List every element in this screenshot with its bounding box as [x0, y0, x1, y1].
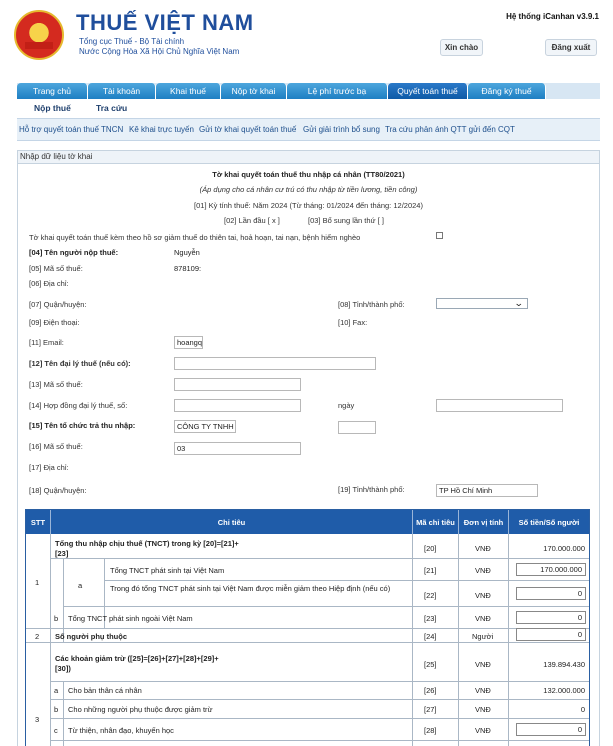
- row-24-label: Số người phụ thuộc: [55, 632, 128, 641]
- f17-label: [17] Địa chỉ:: [29, 463, 69, 472]
- row-27-label: Cho những người phụ thuộc được giảm trừ: [68, 705, 213, 714]
- col-header-stt: STT: [26, 510, 51, 534]
- chevron-down-icon: ⌄: [514, 298, 525, 308]
- row-20-label: Tổng thu nhập chịu thuế (TNCT) trong kỳ [20]=[21]+[23]: [55, 539, 239, 558]
- grid-line: [51, 718, 589, 719]
- province-select[interactable]: [436, 298, 528, 309]
- row-24-input[interactable]: 0: [516, 628, 586, 641]
- email-field[interactable]: hoangq: [174, 336, 203, 349]
- tab-submit-declaration[interactable]: Nộp tờ khai: [221, 83, 287, 99]
- payer-extra-field[interactable]: [338, 421, 376, 434]
- row-23-label: Tổng TNCT phát sinh ngoài Việt Nam: [68, 614, 193, 623]
- row-20-code: [20]: [424, 544, 437, 553]
- f05-label: [05] Mã số thuế:: [29, 264, 83, 273]
- row-26-marker: a: [54, 686, 59, 695]
- finalization-links-bar: [17, 118, 600, 141]
- row-28-marker: c: [54, 726, 58, 735]
- agent-contract-date-field[interactable]: [436, 399, 563, 412]
- f19-label: [19] Tỉnh/thành phố:: [338, 485, 405, 494]
- f04-label: [04] Tên người nộp thuế:: [29, 248, 119, 257]
- row-27-value: 0: [580, 705, 585, 714]
- col-header-indicator: Chỉ tiêu: [51, 510, 413, 534]
- row-28-label: Từ thiện, nhân đạo, khuyến học: [68, 726, 174, 735]
- tab-home[interactable]: Trang chủ: [17, 83, 88, 99]
- row-21-label: Tổng TNCT phát sinh tại Việt Nam: [110, 566, 225, 575]
- site-subtitle-ministry: Tổng cục Thuế - Bộ Tài chính: [79, 37, 185, 46]
- row-27-marker: b: [54, 705, 59, 714]
- f07-label: [07] Quận/huyện:: [29, 300, 87, 309]
- row-25-code: [25]: [424, 660, 437, 669]
- row-3-stt: 3: [35, 715, 40, 724]
- row-23-input[interactable]: 0: [516, 611, 586, 624]
- row-21-code: [21]: [424, 566, 437, 575]
- f16-label: [16] Mã số thuế:: [29, 442, 83, 451]
- row-26-label: Cho bản thân cá nhân: [68, 686, 142, 695]
- agent-contract-date-label: ngày: [338, 401, 355, 410]
- tax-period: [01] Kỳ tính thuế: Năm 2024 (Từ tháng: 01/2024 đến tháng: 12/2024): [194, 201, 423, 210]
- col-header-unit: Đơn vị tính: [459, 510, 509, 534]
- finalization-table: [25, 509, 590, 746]
- f12-label: [12] Tên đại lý thuế (nếu có):: [29, 359, 131, 368]
- row-22-label: Trong đó tổng TNCT phát sinh tại Việt Nam được miễn giảm theo Hiệp định (nếu có): [110, 584, 391, 593]
- row-b-marker: b: [54, 614, 59, 623]
- payer-province-field[interactable]: TP Hồ Chí Minh: [436, 484, 538, 497]
- taxpayer-name: Nguyễn: [174, 248, 200, 257]
- f08-label: [08] Tỉnh/thành phố:: [338, 300, 405, 309]
- row-23-unit: VNĐ: [475, 614, 491, 623]
- grid-line: [26, 628, 589, 629]
- row-28-input[interactable]: 0: [516, 723, 586, 736]
- tab-tax-declaration[interactable]: Khai thuế: [156, 83, 221, 99]
- grid-line: [63, 558, 64, 642]
- row-26-value: 132.000.000: [543, 686, 585, 695]
- grid-line: [412, 534, 413, 746]
- grid-line: [63, 606, 589, 607]
- grid-line: [50, 534, 51, 746]
- taxpayer-tax-code: 878109:: [174, 264, 202, 273]
- panel-title: Nhập dữ liệu tờ khai: [18, 151, 599, 164]
- link-support-finalization[interactable]: Hỗ trợ quyết toán thuế TNCN: [19, 125, 124, 134]
- link-send-declaration[interactable]: Gửi tờ khai quyết toán thuế: [199, 125, 297, 134]
- row-26-code: [26]: [424, 686, 437, 695]
- grid-line: [51, 558, 589, 559]
- disaster-reduction-checkbox[interactable]: [436, 232, 443, 239]
- site-subtitle-country: Nước Cộng Hòa Xã Hội Chủ Nghĩa Việt Nam: [79, 47, 240, 56]
- logo-band: [25, 42, 53, 49]
- grid-line: [51, 699, 589, 700]
- row-a-marker: a: [78, 581, 83, 590]
- payer-organization-field[interactable]: CÔNG TY TNHH: [174, 420, 236, 433]
- sub-navigation: [17, 100, 600, 116]
- supplement-flag: [03] Bổ sung lần thứ [ ]: [308, 216, 384, 225]
- tab-registration-fee[interactable]: Lệ phí trước bạ: [287, 83, 388, 99]
- col-header-code: Mã chỉ tiêu: [413, 510, 459, 534]
- f11-label: [11] Email:: [29, 338, 64, 347]
- link-online-declaration[interactable]: Kê khai trực tuyến: [129, 125, 194, 134]
- subtab-pay-tax[interactable]: Nộp thuế: [34, 103, 71, 113]
- f14-label: [14] Hợp đồng đại lý thuế, số:: [29, 401, 128, 410]
- first-time-flag: [02] Lần đầu [ x ]: [224, 216, 280, 225]
- row-25-unit: VNĐ: [475, 660, 491, 669]
- link-lookup-feedback[interactable]: Tra cứu phản ánh QTT gửi đến CQT: [385, 125, 515, 134]
- site-header: [0, 0, 613, 80]
- system-version: Hệ thống iCanhan v3.9.1: [506, 12, 599, 21]
- tax-agent-name-field[interactable]: [174, 357, 376, 370]
- row-22-code: [22]: [424, 591, 437, 600]
- agent-contract-number-field[interactable]: [174, 399, 301, 412]
- row-23-code: [23]: [424, 614, 437, 623]
- row-28-code: [28]: [424, 726, 437, 735]
- row-24-code: [24]: [424, 632, 437, 641]
- f13-label: [13] Mã số thuế:: [29, 380, 83, 389]
- grid-line: [508, 534, 509, 746]
- national-emblem-logo: [14, 10, 64, 60]
- row-20-unit: VNĐ: [475, 544, 491, 553]
- f09-label: [09] Điện thoại:: [29, 318, 80, 327]
- tab-tax-finalization[interactable]: Quyết toán thuế: [388, 83, 468, 99]
- user-greeting-button[interactable]: Xin chào: [440, 39, 483, 56]
- row-28-unit: VNĐ: [475, 726, 491, 735]
- f10-label: [10] Fax:: [338, 318, 368, 327]
- disaster-reduction-note: Tờ khai quyết toán thuế kèm theo hồ sơ giảm thuế do thiên tai, hoả hoạn, tai nạn, bệnh hiểm nghèo: [29, 233, 361, 242]
- row-25-value: 139.894.430: [543, 660, 585, 669]
- row-21-unit: VNĐ: [475, 566, 491, 575]
- row-22-input[interactable]: 0: [516, 587, 586, 600]
- row-2-stt: 2: [35, 632, 40, 641]
- col-header-amount: Số tiền/Số người: [509, 510, 589, 534]
- grid-line: [51, 681, 589, 682]
- row-22-unit: VNĐ: [475, 591, 491, 600]
- row-26-unit: VNĐ: [475, 686, 491, 695]
- row-27-code: [27]: [424, 705, 437, 714]
- grid-line: [458, 534, 459, 746]
- row-21-input[interactable]: 170.000.000: [516, 563, 586, 576]
- tax-agent-code-field[interactable]: [174, 378, 301, 391]
- grid-line: [51, 740, 589, 741]
- row-20-value: 170.000.000: [543, 544, 585, 553]
- row-1-stt: 1: [35, 578, 40, 587]
- f06-label: [06] Địa chỉ:: [29, 279, 69, 288]
- f18-label: [18] Quận/huyện:: [29, 486, 87, 495]
- subtab-lookup[interactable]: Tra cứu: [96, 103, 128, 113]
- grid-line: [63, 681, 64, 746]
- payer-tax-code-field[interactable]: 03: [174, 442, 301, 455]
- grid-line: [105, 580, 589, 581]
- row-25-label: Các khoản giảm trừ ([25]=[26]+[27]+[28]+[29]+[30]): [55, 654, 219, 673]
- tab-account[interactable]: Tài khoản: [88, 83, 156, 99]
- site-title: THUẾ VIỆT NAM: [76, 10, 254, 35]
- form-title: Tờ khai quyết toán thuế thu nhập cá nhân (TT80/2021): [212, 170, 405, 179]
- row-27-unit: VNĐ: [475, 705, 491, 714]
- star-icon: ★: [30, 21, 47, 41]
- row-24-unit: Người: [472, 632, 494, 641]
- tab-tax-registration[interactable]: Đăng ký thuế: [468, 83, 546, 99]
- grid-line: [26, 642, 589, 643]
- link-send-explanation[interactable]: Gửi giải trình bổ sung: [303, 125, 380, 134]
- logout-button[interactable]: Đăng xuất: [545, 39, 597, 56]
- form-subtitle: (Áp dụng cho cá nhân cư trú có thu nhập từ tiền lương, tiền công): [199, 185, 418, 194]
- f15-label: [15] Tên tổ chức trả thu nhập:: [29, 421, 136, 430]
- main-navigation: [17, 83, 600, 99]
